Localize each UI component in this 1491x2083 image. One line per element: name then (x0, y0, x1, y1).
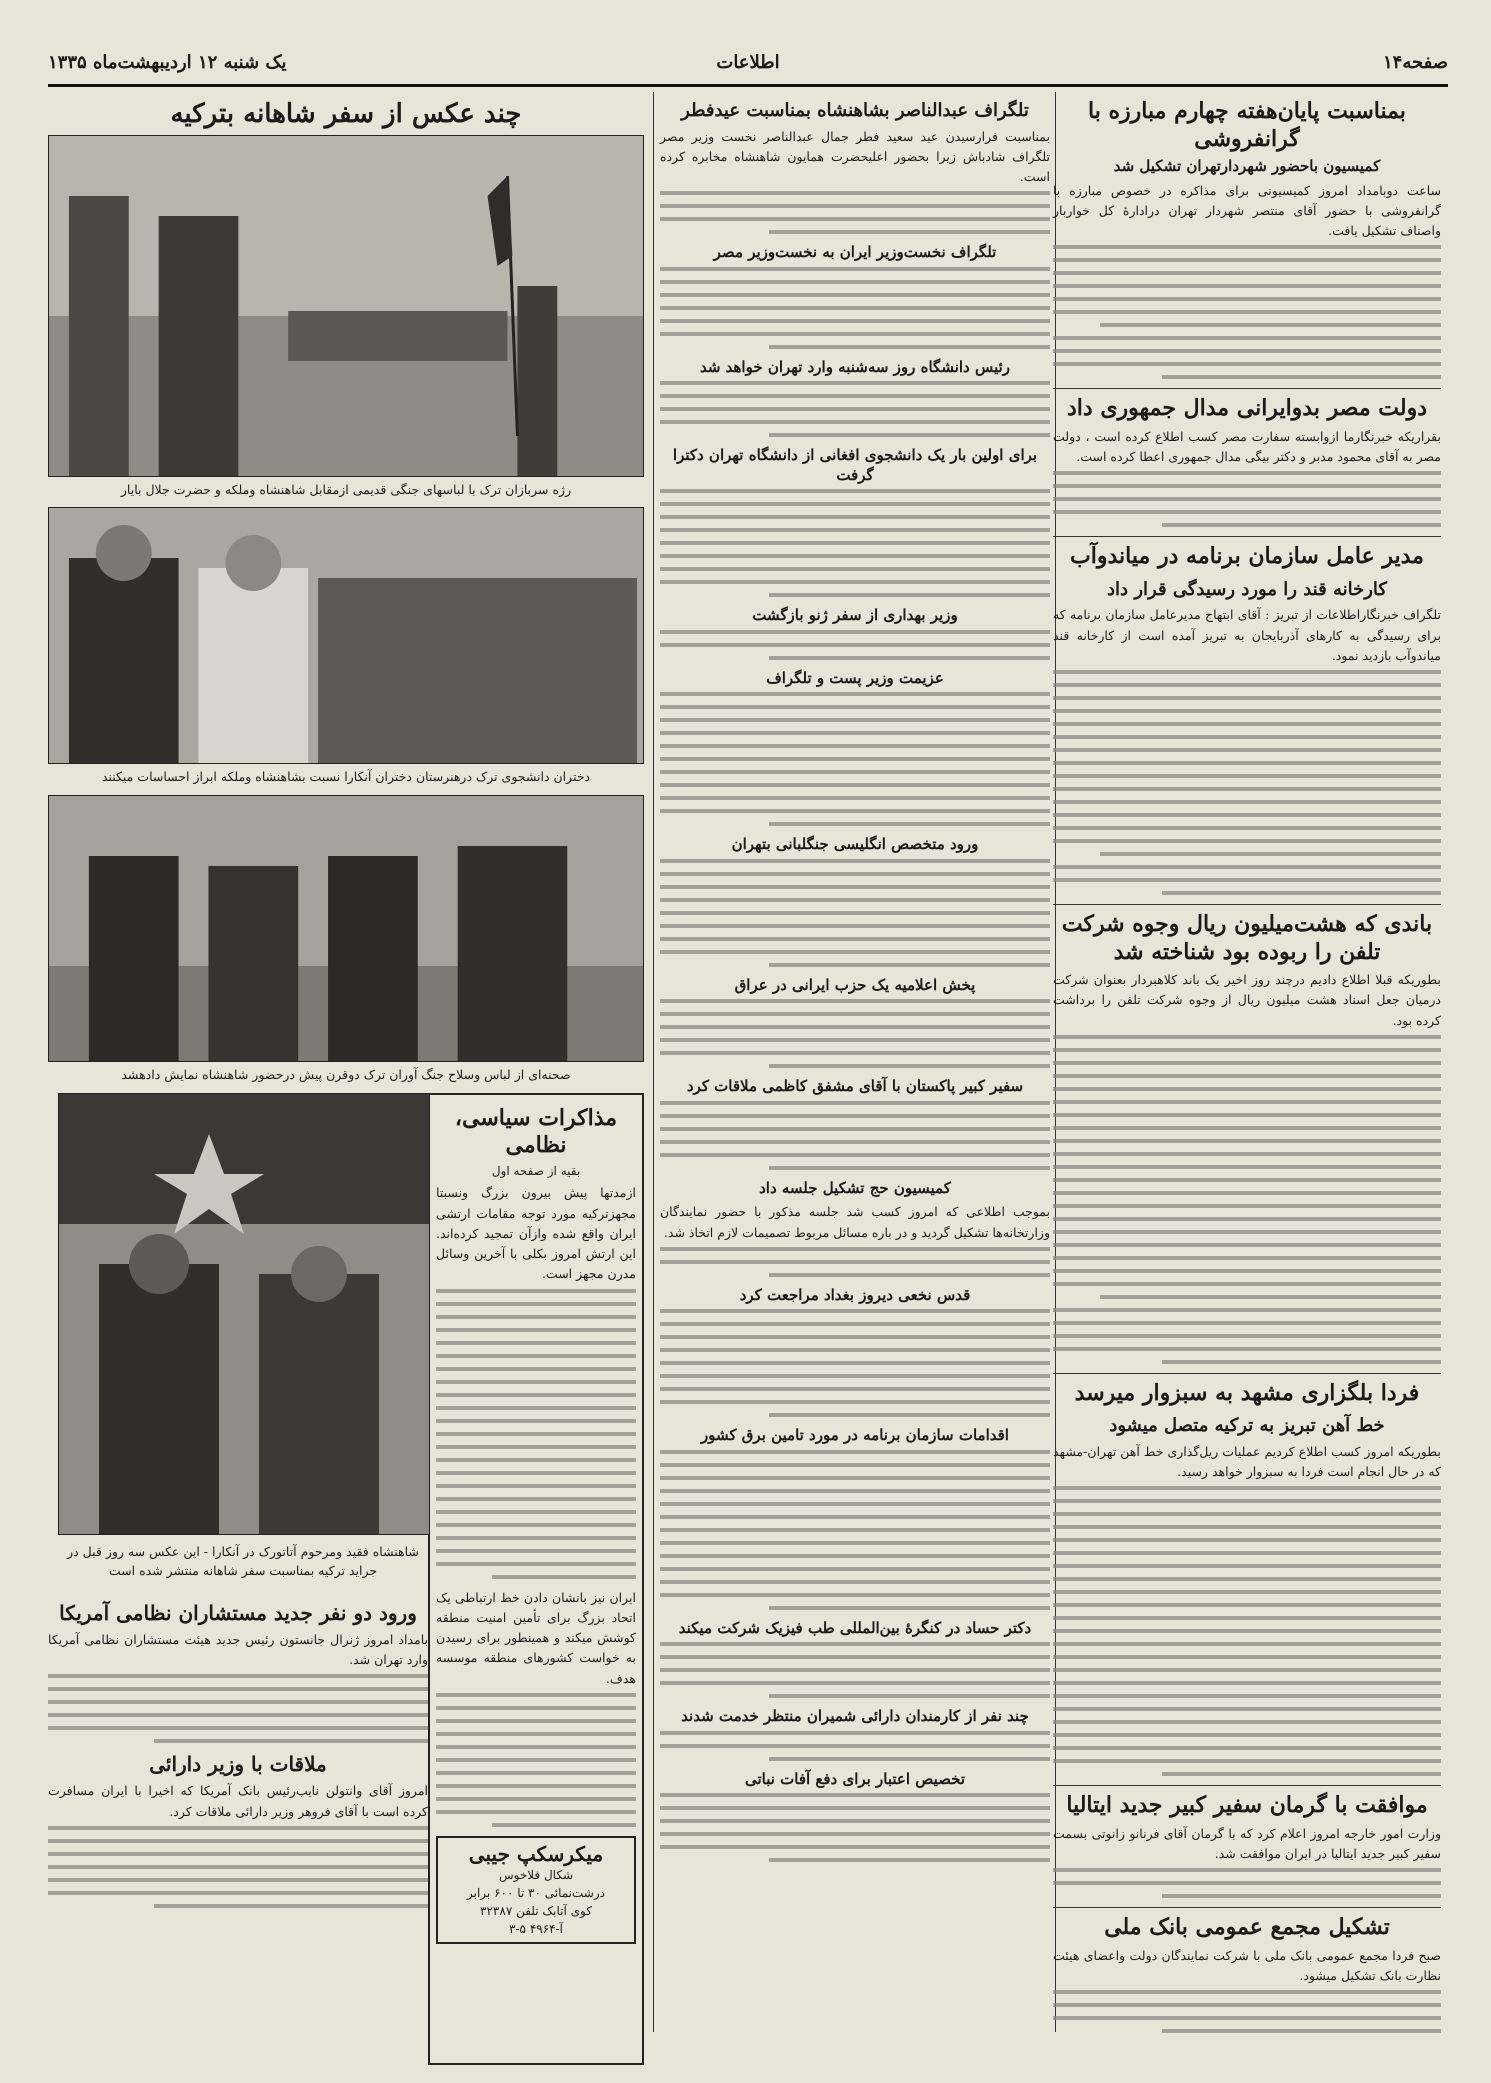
headline: اقدامات سازمان برنامه در مورد تامین برق کشور (701, 1426, 1009, 1445)
box-headline: مذاکرات سیاسی، نظامی (454, 1104, 618, 1159)
photo-janissary (48, 795, 644, 1062)
headline: مدیر عامل سازمان برنامه در میاندوآب (1070, 543, 1424, 570)
article-text: وزارت امور خارجه امروز اعلام کرد که با گرمان آقای فرنانو زانوتی بسمت سفیر کبیر جدید ایتالیا در ایران موافقت شد. (1053, 1825, 1441, 1861)
subheadline: خط آهن تبریز به ترکیه متصل میشود (1109, 1415, 1385, 1437)
article-text: بمناسبت فرارسیدن عید سعید فطر جمال عبدالناصر نخست وزیر مصر تلگراف شادباش زیرا بحضور اعلیحضرت همایون شاهنشاه مخابره کرده است. (660, 128, 1050, 184)
ad-line: درشت‌نمائی ۳۰ تا ۶۰۰ برابر (466, 1885, 605, 1900)
article-text-block (1053, 1035, 1441, 1364)
article-text-block (660, 1793, 1050, 1862)
subheadline: کمیسیون باحضور شهردارتهران تشکیل شد (1113, 157, 1381, 175)
headline: ورود متخصص انگلیسی جنگلبانی بتهران (731, 835, 979, 854)
article-text: بطوریکه امروز کسب اطلاع کردیم عملیات ریل‌گذاری خط آهن تهران-مشهد که در حال انجام است فردا به سبزوار خواهد رسید. (1053, 1443, 1441, 1479)
article-text-block (1053, 245, 1441, 379)
subheadline: کارخانه قند را مورد رسیدگی قرار داد (1107, 578, 1387, 600)
ad-title: میکرسکپ جیبی (468, 1841, 604, 1866)
headline: تلگراف نخست‌وزیر ایران به نخست‌وزیر مصر (713, 243, 997, 262)
ad-line: کوی آتابک تلفن ۳۲۳۸۷ (480, 1903, 592, 1918)
middle-column (660, 92, 1050, 1871)
article-text-block (1053, 1486, 1441, 1776)
headline: ورود دو نفر جدید مستشاران نظامی آمریکا (59, 1600, 417, 1625)
newspaper-name: اطلاعات (716, 52, 780, 73)
article-text: صبح فردا مجمع عمومی بانک ملی با شرکت نمایندگان دولت واعضای هیئت نظارت بانک تشکیل میشود. (1053, 1947, 1441, 1983)
headline: کمیسیون حج تشکیل جلسه داد (759, 1178, 951, 1197)
photo-caption: صحنه‌ای از لباس وسلاح جنگ آوران ترک دوقرن پیش درحضور شاهنشاه نمایش دادهشد (121, 1067, 571, 1082)
article-text-block (660, 1309, 1050, 1417)
headline: تشکیل مجمع عمومی بانک ملی (1104, 1914, 1390, 1941)
article-text-block (660, 381, 1050, 437)
article-text-block (660, 1247, 1050, 1277)
article-text: تلگراف خبرنگاراطلاعات از تبریز : آقای ابتهاج مدیرعامل سازمان برنامه که برای رسیدگی به کارهای آذربایجان به تبریز آمده است از کارخانه قند میاندوآب بازدید نمود. (1053, 607, 1441, 663)
article-text: بطوریکه قبلا اطلاع دادیم درچند روز اخیر یک باند کلاهبردار بعنوان شرکت درمیان جعل اسناد هشت میلیون ریال از وجوه شرکت تلفن را برداشت کرده بود. (1053, 972, 1441, 1028)
headline: رئیس دانشگاه روز سه‌شنبه وارد تهران خواهد شد (699, 357, 1011, 376)
article-text-block (660, 1450, 1050, 1610)
article-text-block (660, 859, 1050, 967)
article-text: ایران نیز بانشان دادن خط ارتباطی یک اتحاد بزرگ برای تأمین امنیت منطقه کوشش میکند و همینطور برای رسیدن به خواست کشورهای منطقه موسسه هدف. (436, 1589, 636, 1686)
article-text: بقراریکه خبرنگارما ازوابسته سفارت مصر کسب اطلاع کرده است ، دولت مصر به آقای محمود مدبر و دکتر بیگی مدال جمهوری اعطا کرده است. (1053, 428, 1441, 464)
ad-code: آ-۴۹۶۴ ۵-۳ (509, 1921, 563, 1936)
page-number: صفحه۱۴ (1382, 52, 1448, 73)
article-text-block (660, 692, 1050, 826)
headline: چند نفر از کارمندان دارائی شمیران منتظر خدمت شدند (681, 1707, 1029, 1726)
article-text-block (660, 999, 1050, 1068)
photo-image (49, 796, 643, 1061)
left-column (48, 92, 644, 2083)
photo-caption: رژه سربازان ترک با لباسهای جنگی قدیمی ازمقابل شاهنشاه وملکه و حضرت جلال بایار (120, 481, 572, 497)
headline: دکتر حساد در کنگرهٔ بین‌المللی طب فیزیک شرکت میکند (678, 1618, 1032, 1637)
photo-caption: شاهنشاه فقید ومرحوم آتاتورک در آنکارا - این عکس سه روز قبل در جراید ترکیه بمناسبت سفر شاهانه منتشر شده است (67, 1543, 419, 1578)
headline: موافقت با گرمان سفیر کبیر جدید ایتالیا (1066, 1792, 1428, 1819)
column-rule (653, 92, 654, 2032)
article-text-block (1053, 1990, 1441, 2033)
us-advisors-article (48, 1593, 428, 1917)
photo-image (49, 136, 643, 476)
article-text-block (660, 630, 1050, 660)
article-text-block (1053, 471, 1441, 527)
photo-ataturk (58, 1093, 430, 1535)
article-text-block (1053, 670, 1441, 895)
article-text: ازمدتها پیش بیرون بزرگ ونسبتا مجهزترکیه مورد توجه مقامات ارتشی ایران واقع شده وازآن تمجید کرده‌اند. این ارتش امروز بکلی با آخرین وسائل مدرن مجهز است. (436, 1185, 636, 1282)
article-text-block (660, 267, 1050, 349)
headline: فردا بلگزاری مشهد به سبزوار میرسد (1074, 1379, 1420, 1406)
photo-students (48, 507, 644, 764)
ad-line: شکال فلاخوس (498, 1867, 574, 1882)
article-text-block (660, 191, 1050, 234)
box-continuation: بقیه از صفحه اول (491, 1163, 581, 1178)
bottom-left-area (48, 1093, 644, 2083)
photo-image (59, 1094, 429, 1534)
headline: عزیمت وزیر پست و تلگراف (766, 668, 944, 687)
article-text-block (660, 1731, 1050, 1761)
headline: قدس نخعی دیروز بغداد مراجعت کرد (739, 1285, 971, 1304)
headline: باندی که هشت‌میلیون ریال وجوه شرکت تلفن را ربوده بود شناخته شد (1061, 911, 1433, 965)
article-text-block (660, 489, 1050, 597)
headline: سفیر کبیر پاکستان با آقای مشفق کاظمی ملاقات کرد (686, 1077, 1024, 1096)
pocket-microscope-ad (436, 1836, 636, 1944)
photo-parade (48, 135, 644, 477)
article-text-block (660, 1642, 1050, 1698)
article-text-block (660, 1101, 1050, 1170)
page-header (48, 50, 1448, 80)
article-text: بموجب اطلاعی که امروز کسب شد جلسه مذکور با حضور نمایندگان وزارتخانه‌ها تشکیل گردید و در باره مسائل مربوط تصمیمات لازم اتخاذ شد. (660, 1204, 1050, 1240)
article-text-block (1053, 1868, 1441, 1898)
political-military-talks-box (428, 1093, 644, 2065)
headline: ملاقات با وزیر دارائی (149, 1752, 327, 1777)
photo-image (49, 508, 643, 763)
header-rule (48, 84, 1448, 87)
headline: بمناسبت پایان‌هفته چهارم مبارزه با گرانفروشی (1088, 98, 1406, 152)
right-column (1053, 92, 1441, 2042)
headline: برای اولین بار یک دانشجوی افغانی از دانشگاه تهران دکترا گرفت (672, 446, 1038, 484)
photo-caption: دختران دانشجوی ترک درهنرستان دختران آنکارا نسبت بشاهنشاه وملکه ابراز احساسات میکنند (101, 769, 591, 785)
article-text: ساعت دوبامداد امروز کمیسیونی برای مذاکره در خصوص مبارزه با گرانفروشی با حضور آقای منتصر شهردار تهران درادارهٔ کل خواربار واصناف تشکیل یافت. (1053, 182, 1441, 238)
headline: دولت مصر بدوایرانی مدال جمهوری داد (1066, 395, 1428, 422)
headline: تلگراف عبدالناصر بشاهنشاه بمناسبت عیدفطر (681, 100, 1029, 121)
photo-section-title: چند عکس از سفر شاهانه بترکیه (170, 99, 522, 129)
issue-date: یک شنبه ۱۲ اردیبهشت‌ماه ۱۳۳۵ (48, 52, 287, 73)
headline: پخش اعلامیه یک حزب ایرانی در عراق (734, 975, 976, 994)
article-text: امروز آقای وانتولن نایب‌رئیس بانک آمریکا که اخیرا با ایران مسافرت کرده است با آقای فروهر وزیر دارائی ملاقات کرد. (48, 1783, 428, 1819)
headline: تخصیص اعتبار برای دفع آفات نباتی (744, 1769, 966, 1788)
article-text: بامداد امروز ژنرال جانستون رئیس جدید هیئت مستشاران نظامی آمریکا وارد تهران شد. (48, 1631, 428, 1667)
headline: وزیر بهداری از سفر ژنو بازگشت (752, 606, 958, 625)
